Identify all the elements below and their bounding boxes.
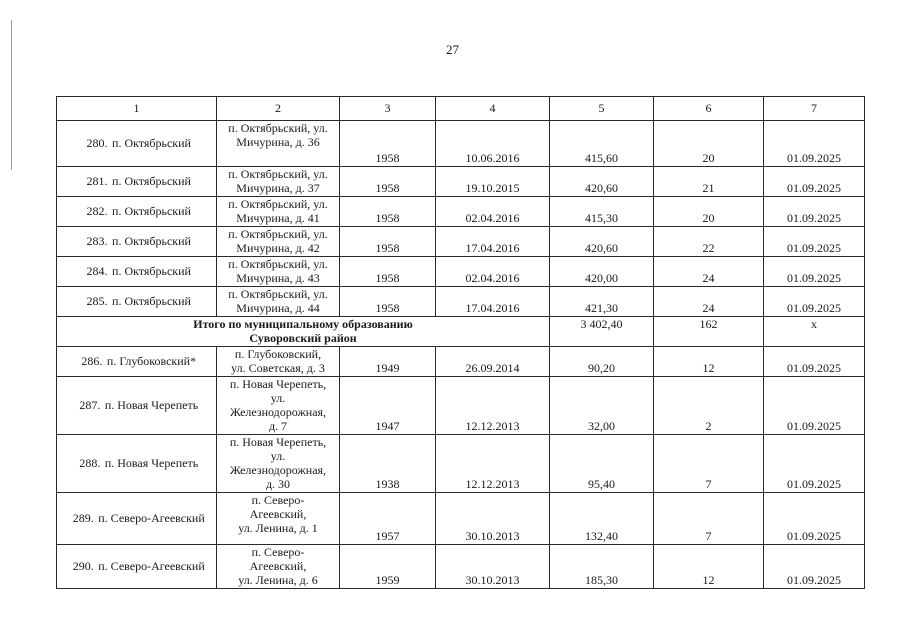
cell-residents: 22 (654, 227, 764, 257)
cell-date: 19.10.2015 (436, 167, 550, 197)
cell-date: 12.12.2013 (436, 435, 550, 493)
cell-address: п. Северо- Агеевский, ул. Ленина, д. 1 (217, 493, 340, 545)
cell-deadline: 01.09.2025 (764, 545, 865, 589)
cell-settlement (57, 377, 217, 435)
cell-deadline: 01.09.2025 (764, 121, 865, 167)
column-number-row (57, 97, 865, 121)
row-number: 285. (86, 294, 108, 308)
row-number: 288. (79, 456, 101, 470)
row-number: 290. (72, 559, 94, 573)
column-header: 6 (654, 97, 764, 121)
cell-residents: 21 (654, 167, 764, 197)
cell-date: 10.06.2016 (436, 121, 550, 167)
cell-year: 1958 (340, 257, 436, 287)
cell-area: 420,00 (550, 257, 654, 287)
cell-deadline: 01.09.2025 (764, 167, 865, 197)
cell-year: 1959 (340, 545, 436, 589)
cell-area: 420,60 (550, 227, 654, 257)
cell-address: п. Октябрьский, ул. Мичурина, д. 37 (217, 167, 340, 197)
column-header: 4 (436, 97, 550, 121)
cell-address: п. Октябрьский, ул. Мичурина, д. 44 (217, 287, 340, 317)
cell-area: 415,60 (550, 121, 654, 167)
total-area: 3 402,40 (550, 317, 654, 347)
column-header: 3 (340, 97, 436, 121)
cell-date: 17.04.2016 (436, 227, 550, 257)
settlement-name: п. Новая Черепеть (104, 456, 199, 470)
table-row (57, 287, 865, 317)
cell-address: п. Октябрьский, ул. Мичурина, д. 43 (217, 257, 340, 287)
table-row (57, 121, 865, 167)
settlement-name: п. Октябрьский (112, 234, 191, 248)
cell-area: 95,40 (550, 435, 654, 493)
cell-residents: 24 (654, 257, 764, 287)
cell-residents: 12 (654, 545, 764, 589)
housing-register-table (56, 96, 865, 589)
column-header: 5 (550, 97, 654, 121)
cell-address: п. Новая Черепеть, ул. Железнодорожная, д. 30 (217, 435, 340, 493)
cell-area: 421,30 (550, 287, 654, 317)
cell-residents: 2 (654, 377, 764, 435)
cell-year: 1938 (340, 435, 436, 493)
total-row (57, 317, 865, 347)
cell-residents: 20 (654, 121, 764, 167)
cell-date: 30.10.2013 (436, 545, 550, 589)
cell-date: 17.04.2016 (436, 287, 550, 317)
cell-date: 30.10.2013 (436, 493, 550, 545)
cell-area: 415,30 (550, 197, 654, 227)
cell-area: 32,00 (550, 377, 654, 435)
table-body (57, 97, 865, 589)
cell-date: 12.12.2013 (436, 377, 550, 435)
cell-settlement (57, 287, 217, 317)
cell-residents: 7 (654, 493, 764, 545)
table-row (57, 493, 865, 545)
cell-settlement (57, 121, 217, 167)
cell-address: п. Глубоковский, ул. Советская, д. 3 (217, 347, 340, 377)
column-header: 2 (217, 97, 340, 121)
settlement-name: п. Северо-Агеевский (98, 559, 205, 573)
column-header: 1 (57, 97, 217, 121)
cell-area: 132,40 (550, 493, 654, 545)
cell-deadline: 01.09.2025 (764, 347, 865, 377)
cell-address: п. Октябрьский, ул. Мичурина, д. 41 (217, 197, 340, 227)
cell-year: 1958 (340, 197, 436, 227)
cell-deadline: 01.09.2025 (764, 287, 865, 317)
total-residents: 162 (654, 317, 764, 347)
cell-settlement (57, 227, 217, 257)
cell-address: п. Октябрьский, ул. Мичурина, д. 42 (217, 227, 340, 257)
cell-date: 02.04.2016 (436, 257, 550, 287)
cell-settlement (57, 435, 217, 493)
cell-residents: 24 (654, 287, 764, 317)
cell-deadline: 01.09.2025 (764, 257, 865, 287)
cell-year: 1949 (340, 347, 436, 377)
cell-deadline: 01.09.2025 (764, 197, 865, 227)
cell-year: 1958 (340, 227, 436, 257)
cell-address: п. Октябрьский, ул. Мичурина, д. 36 (217, 121, 340, 167)
table-row (57, 167, 865, 197)
cell-year: 1958 (340, 167, 436, 197)
cell-settlement (57, 545, 217, 589)
table-row (57, 347, 865, 377)
table-row (57, 545, 865, 589)
cell-settlement (57, 197, 217, 227)
row-number: 284. (86, 264, 108, 278)
page-number: 27 (446, 42, 459, 57)
cell-area: 90,20 (550, 347, 654, 377)
settlement-name: п. Октябрьский (112, 294, 191, 308)
cell-year: 1947 (340, 377, 436, 435)
cell-settlement (57, 347, 217, 377)
total-deadline: х (764, 317, 865, 347)
cell-date: 26.09.2014 (436, 347, 550, 377)
table-row (57, 227, 865, 257)
table-row (57, 197, 865, 227)
total-label: Итого по муниципальному образованию Суворовский район (57, 317, 550, 347)
cell-residents: 12 (654, 347, 764, 377)
cell-area: 420,60 (550, 167, 654, 197)
cell-residents: 20 (654, 197, 764, 227)
cell-date: 02.04.2016 (436, 197, 550, 227)
cell-year: 1958 (340, 287, 436, 317)
row-number: 282. (86, 204, 108, 218)
settlement-name: п. Октябрьский (112, 136, 191, 150)
cell-address: п. Северо- Агеевский, ул. Ленина, д. 6 (217, 545, 340, 589)
settlement-name: п. Октябрьский (112, 264, 191, 278)
cell-settlement (57, 257, 217, 287)
cell-deadline: 01.09.2025 (764, 493, 865, 545)
cell-residents: 7 (654, 435, 764, 493)
cell-settlement (57, 167, 217, 197)
table-row (57, 377, 865, 435)
cell-address: п. Новая Черепеть, ул. Железнодорожная, д. 7 (217, 377, 340, 435)
table-row (57, 435, 865, 493)
scan-margin-line (11, 20, 12, 170)
cell-settlement (57, 493, 217, 545)
settlement-name: п. Северо-Агеевский (98, 511, 205, 525)
settlement-name: п. Октябрьский (112, 174, 191, 188)
settlement-name: п. Глубоковский* (106, 354, 197, 368)
cell-deadline: 01.09.2025 (764, 435, 865, 493)
column-header: 7 (764, 97, 865, 121)
cell-year: 1957 (340, 493, 436, 545)
row-number: 283. (86, 234, 108, 248)
cell-year: 1958 (340, 121, 436, 167)
row-number: 280. (86, 136, 108, 150)
settlement-name: п. Октябрьский (112, 204, 191, 218)
cell-deadline: 01.09.2025 (764, 227, 865, 257)
table-row (57, 257, 865, 287)
cell-area: 185,30 (550, 545, 654, 589)
settlement-name: п. Новая Черепеть (104, 398, 199, 412)
row-number: 286. (81, 354, 103, 368)
row-number: 281. (86, 174, 108, 188)
row-number: 287. (79, 398, 101, 412)
row-number: 289. (72, 511, 94, 525)
cell-deadline: 01.09.2025 (764, 377, 865, 435)
